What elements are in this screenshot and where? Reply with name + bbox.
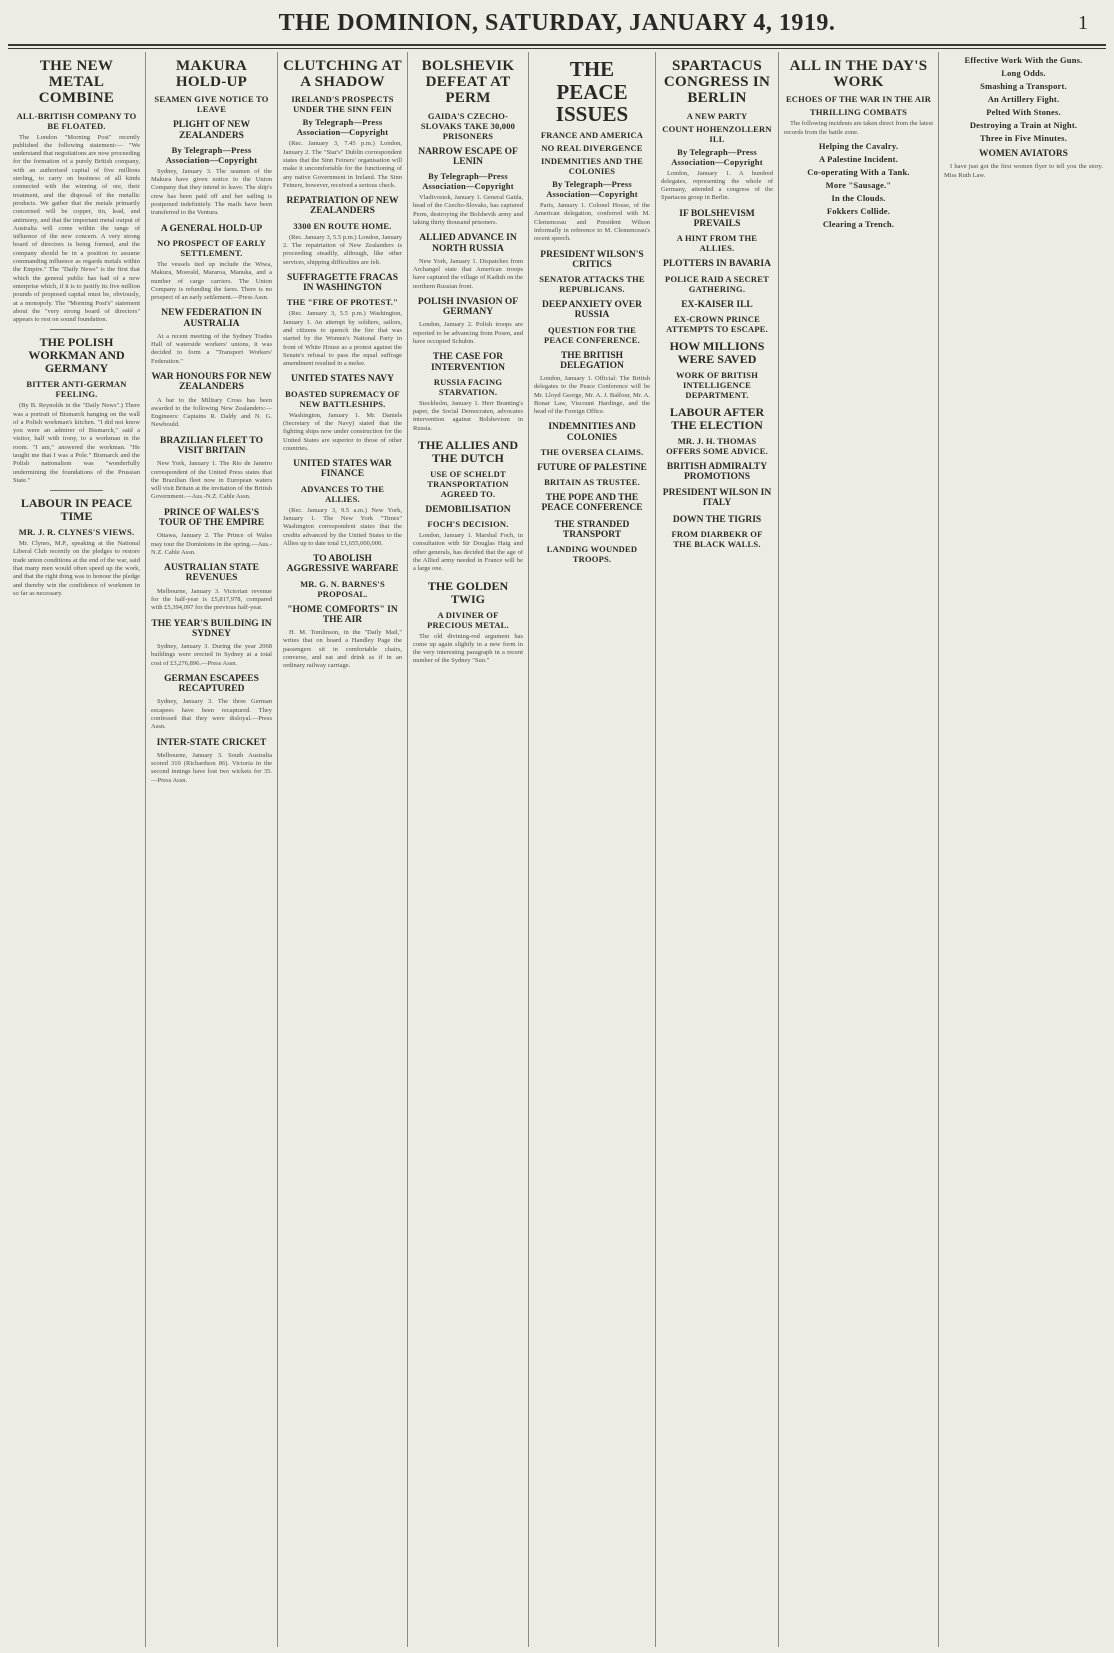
article-headline: UNITED STATES WAR FINANCE	[293, 459, 392, 480]
article-body-text: Sydney, January 3. The three German escapees have been recaptured. They confessed that they were disloyal.—Press Assn.	[151, 698, 272, 731]
article-subheading: More "Sausage."	[825, 179, 892, 190]
article-subheading: By Telegraph—Press Association—Copyright	[546, 179, 638, 200]
article-headline: BOLSHEVIK DEFEAT AT PERM	[421, 58, 515, 107]
masthead-rule-thin	[8, 48, 1106, 49]
article-body-text: New York, January 1. Dispatches from Archangel state that American troops have captured the village of Kadish on the northern Russian front.	[413, 257, 523, 290]
masthead-title: THE DOMINION, SATURDAY, JANUARY 4, 1919.	[278, 10, 836, 36]
article-subheading: ALL-BRITISH COMPANY TO BE FLOATED.	[16, 110, 137, 131]
article-subheading: Helping the Cavalry.	[818, 140, 899, 151]
article-headline: POLISH INVASION OF GERMANY	[417, 296, 519, 318]
article-headline: AUSTRALIAN STATE REVENUES	[164, 563, 259, 584]
article-body-text: Sydney, January 3. The seamen of the Makura have given notice to the Union Company that they intend to leave. The ship's crew has been paid off and her sailing is postponed indefinitely. The mails have been transferred to the Ventura.	[151, 167, 272, 217]
column-rule	[277, 52, 278, 1647]
article-headline: THE YEAR'S BUILDING IN SYDNEY	[151, 618, 272, 639]
article-subheading: THE OVERSEA CLAIMS.	[540, 446, 644, 457]
article-body-text: The old divining-rod argument has come up again slightly in a new form in the very interesting paragraph in a recent number of the Sydney "Sun."	[413, 632, 523, 665]
article-body-text: Vladivostok, January 1. General Gaida, head of the Czecho-Slovaks, has captured Perm, destroying the Bolshevik army and taking thirty thousand prisoners.	[413, 194, 523, 226]
article-headline: PRESIDENT WILSON IN ITALY	[662, 488, 772, 509]
article-subheading: MR. G. N. BARNES'S PROPOSAL.	[300, 578, 385, 599]
article-headline: HOW MILLIONS WERE SAVED	[669, 338, 765, 366]
article-subheading: A HINT FROM THE ALLIES.	[676, 233, 758, 254]
article-body-text: London, January 1. Marshal Foch, in consultation with Sir Douglas Haig and other generals, has decided that the age of the Allied army needed in France will be a large one.	[413, 532, 523, 573]
article-subheading: By Telegraph—Press Association—Copyright	[671, 146, 763, 167]
article-headline: NEW FEDERATION IN AUSTRALIA	[161, 308, 262, 329]
article-separator	[50, 490, 103, 491]
column-rule	[938, 52, 939, 1647]
article-headline: INDEMNITIES AND COLONIES	[548, 422, 636, 443]
article-body-text: The London "Morning Post" recently published the following statement:— "We understand that negotiations are now proceeding for the formation of a purely British company, with an authorised capital of five millions sterling, to carry on business of all kinds connected with the winning of ore, their treatment, and the disposal of the metallic products. We gather that the metals primarily concerned will be copper, tin, lead, and antimony, and that the important metal output of Australia will come within the range of influence of the new concern. A very strong board of directors is being formed, and the company should be in a position to assume commanding influence as regards metals within the Empire." The "Daily News" is the first that which the general public has had of a new enterprise which, if it is to justify its five million pounds of proposed capital must be, obviously, at a monopoly. The "Morning Post's" statement about the "very strong board of directors" appears to rest on sound foundation.	[13, 133, 140, 324]
article-headline: THE STRANDED TRANSPORT	[554, 519, 630, 540]
article-body-text: Stockholm, January 1. Herr Branting's paper, the Social Democraten, advocates intervention against Bolshevism in Russia.	[413, 399, 523, 432]
article-subheading: An Artillery Fight.	[987, 94, 1060, 104]
article-body-text: London, January 1. Official: The British delegates to the Peace Conference will be Mr. Lloyd George, Mr. A. J. Balfour, Mr. A. Bonar Law, Viscount Hardinge, and the head of the Foreign Office.	[534, 375, 650, 416]
page-number: 1	[1078, 12, 1088, 34]
article-subheading: A NEW PARTY	[686, 110, 748, 121]
article-subheading: A DIVINER OF PRECIOUS METAL.	[427, 609, 509, 630]
column	[531, 52, 653, 1647]
article-headline: THE ALLIES AND THE DUTCH	[417, 438, 519, 465]
article-subheading: Three in Five Minutes.	[980, 133, 1067, 143]
article-subheading: By Telegraph—Press Association—Copyright	[296, 117, 389, 138]
article-subheading: POLICE RAID A SECRET GATHERING.	[665, 273, 769, 294]
article-headline: SUFFRAGETTE FRACAS IN WASHINGTON	[286, 272, 399, 294]
article-subheading: FRANCE AND AMERICA	[540, 130, 644, 141]
article-headline: BRAZILIAN FLEET TO VISIT BRITAIN	[160, 435, 263, 457]
article-headline: "HOME COMFORTS" IN THE AIR	[287, 604, 398, 625]
article-subheading: THE "FIRE OF PROTEST."	[286, 297, 399, 308]
article-body-text: I have just got the first women flyer to tell you the story. Miss Ruth Law.	[944, 163, 1103, 179]
column	[941, 52, 1106, 1647]
article-subheading: By Telegraph—Press Association—Copyright	[422, 171, 514, 192]
article-subheading: Fokkers Collide.	[826, 205, 891, 216]
article-headline: MAKURA HOLD-UP	[175, 58, 248, 91]
article-body-text: Mr. Clynes, M.P., speaking at the National Liberal Club recently on the pledges to restore trade union conditions at the end of the war, said that many men would often speed up the work, and that the right thing was to honour the pledge and thereby win the confidence of workmen in so far as necessary.	[13, 540, 140, 597]
article-subheading: THRILLING COMBATS	[810, 107, 907, 118]
article-subheading: SENATOR ATTACKS THE REPUBLICANS.	[539, 274, 645, 294]
article-subheading: In the Clouds.	[831, 192, 886, 203]
article-headline: A GENERAL HOLD-UP	[160, 223, 263, 234]
article-headline: EX-KAISER ILL	[681, 299, 753, 310]
article-headline: PLIGHT OF NEW ZEALANDERS	[172, 120, 251, 141]
article-headline: THE CASE FOR INTERVENTION	[430, 352, 506, 373]
article-subheading: LANDING WOUNDED TROOPS.	[546, 544, 638, 565]
column-rule	[778, 52, 779, 1647]
column-rule	[528, 52, 529, 1647]
article-headline: GERMAN ESCAPEES RECAPTURED	[164, 673, 259, 695]
article-body-text: At a recent meeting of the Sydney Trades Hall of waterside workers' unions, it was decided to form a "Transport Workers' Federation."	[151, 332, 272, 365]
article-headline: DEMOBILISATION	[425, 504, 511, 515]
column	[781, 52, 936, 1647]
article-subheading: RUSSIA FACING STARVATION.	[433, 376, 503, 397]
article-subheading: USE OF SCHELDT TRANSPORTATION AGREED TO.	[427, 468, 509, 499]
article-headline: BRITISH ADMIRALTY PROMOTIONS	[666, 461, 768, 482]
article-subheading: WORK OF BRITISH INTELLIGENCE DEPARTMENT.	[675, 369, 759, 400]
article-subheading: FROM DIARBEKR OF THE BLACK WALLS.	[671, 528, 763, 549]
masthead	[0, 8, 1114, 42]
masthead-rule	[8, 44, 1106, 46]
article-body-text: Melbourne, January 3. Victorian revenue for the half-year is £5,817,978, compared with £5,394,097 for the previous half-year.	[151, 587, 272, 612]
article-headline: THE POPE AND THE PEACE CONFERENCE	[541, 493, 643, 514]
article-body-text: Washington, January 1. Mr. Daniels (Secretary of the Navy) stated that the fighting ships now under construction for the United States are superior to those of other countries.	[283, 411, 402, 452]
article-subheading: COUNT HOHENZOLLERN ILL	[662, 123, 772, 144]
article-subheading: SEAMEN GIVE NOTICE TO LEAVE	[154, 94, 269, 115]
article-headline: PRESIDENT WILSON'S CRITICS	[540, 249, 644, 270]
article-headline: NARROW ESCAPE OF LENIN	[418, 146, 518, 167]
article-body-text: (Rec. January 3, 5.5 p.m.) Washington, January 1. An attempt by soldiers, sailors, and citizens to quench the fire that was started by the Women's National Party in front of White House as a protest against the Senate's refusal to pass the equal suffrage amendment resulted in a melee.	[283, 310, 402, 368]
column-rule	[407, 52, 408, 1647]
article-body-text: London, January 2. Polish troops are reported to be advancing from Posen, and have occupied Schubin.	[413, 321, 523, 346]
article-subheading: ECHOES OF THE WAR IN THE AIR	[785, 94, 932, 105]
article-body-text: Paris, January 1. Colonel House, of the American delegation, conferred with M. Clemenceau and President Wilson informally in reference to M. Clemenceau's recent speech.	[534, 202, 650, 243]
article-body-text: London, January 1. A hundred delegates, representing the whole of Germany, attended a congress of the Spartacus group in Berlin.	[661, 169, 773, 202]
article-headline: ALL IN THE DAY'S WORK	[789, 58, 928, 91]
article-headline: PLOTTERS IN BAVARIA	[663, 259, 771, 270]
article-headline: ALLIED ADVANCE IN NORTH RUSSIA	[419, 233, 517, 254]
article-subheading: ADVANCES TO THE ALLIES.	[300, 483, 385, 504]
column	[280, 52, 405, 1647]
article-body-text: A bar to the Military Cross has been awarded to the following New Zealanders:— Engineers: Captains R. Daldy and N. G. Newbould.	[151, 396, 272, 429]
article-subheading: BRITAIN AS TRUSTEE.	[544, 477, 640, 488]
article-headline: THE BRITISH DELEGATION	[560, 350, 624, 371]
article-subheading: Co-operating With a Tank.	[807, 166, 910, 177]
article-body-text: (Rec. January 3, 5.5 p.m.) London, January 2. The repatriation of New Zealanders is proceeding steadily, although, like other services, shipping difficulties are felt.	[283, 233, 402, 266]
article-subheading: Long Odds.	[1001, 68, 1046, 78]
article-body-text: (By B. Reynolds in the "Daily News".) There was a portrait of Bismarck hanging on the wall of a Polish workman's kitchen. "I did not know you were an admirer of Bismarck," said a visitor, half with irony, to a workman in the room. "I am," answered the workman. "He taught me that I was a Pole." Bismarck and the Polish nationalism was "wonderfully undermining the foundations of the Prussian State."	[13, 402, 140, 484]
article-subheading: Clearing a Trench.	[822, 218, 895, 229]
article-body-text: The following incidents are taken direct from the latest records from the battle zone.	[784, 120, 933, 136]
column	[148, 52, 275, 1647]
article-headline: PRINCE OF WALES'S TOUR OF THE EMPIRE	[158, 507, 265, 528]
article-headline: CLUTCHING AT A SHADOW	[283, 58, 402, 91]
article-headline: THE PEACE ISSUES	[555, 57, 629, 127]
article-headline: INTER-STATE CRICKET	[156, 737, 267, 748]
article-body-text: New York, January 1. The Rio de Janeiro correspondent of the United Press states that the Brazilian fleet now in European waters will visit Britain at the invitation of the British Government.—Aus.-N.Z. Cable Assn.	[151, 460, 272, 501]
article-subheading: BOASTED SUPREMACY OF NEW BATTLESHIPS.	[285, 388, 400, 409]
article-headline: THE NEW METAL COMBINE	[38, 58, 115, 107]
article-body-text: (Rec. January 3, 9.5 a.m.) New York, January 1. The New York "Times" Washington correspondent states that the credits advanced by the United States to the Allies up to date total £1,655,000,000.	[283, 506, 402, 547]
article-headline: LABOUR AFTER THE ELECTION	[669, 404, 765, 432]
column-rule	[145, 52, 146, 1647]
article-headline: THE GOLDEN TWIG	[427, 578, 509, 606]
article-subheading: By Telegraph—Press Association—Copyright	[165, 144, 258, 165]
article-headline: UNITED STATES NAVY	[291, 374, 394, 385]
article-subheading: MR. J. R. CLYNES'S VIEWS.	[18, 527, 135, 538]
column	[410, 52, 526, 1647]
article-subheading: BITTER ANTI-GERMAN FEELING.	[26, 379, 127, 400]
column-rule	[655, 52, 656, 1647]
article-body-text: (Rec. January 3, 7.45 p.m.) London, January 2. The "Star's" Dublin correspondent states that the Sinn Feiners' organisation will make it uncomfortable for the functioning of any native Government in Ireland. The Sinn Feiners, however, received a serious check.	[283, 140, 402, 189]
column	[10, 52, 143, 1647]
article-headline: REPATRIATION OF NEW ZEALANDERS	[286, 196, 399, 217]
article-body-text: The vessels tied up include the Wiwa, Makura, Moerald, Mararoa, Manuka, and a number of cargo carriers. The Union Company is refunding the fares. There is no prospect of an early settlement.—Press Assn.	[151, 260, 272, 302]
article-subheading: Smashing a Transport.	[980, 81, 1067, 91]
article-subheading: A Palestine Incident.	[818, 153, 899, 164]
article-subheading: Effective Work With the Guns.	[964, 55, 1083, 65]
article-headline: FUTURE OF PALESTINE	[537, 462, 647, 473]
article-subheading: 3300 EN ROUTE HOME.	[293, 220, 392, 231]
column	[658, 52, 776, 1647]
article-body-text: H. M. Tomlinson, in the "Daily Mail," writes that on board a Handley Page the passengers sit in comfortable chairs, converse, and eat and drink as if in an ordinary railway carriage.	[283, 629, 402, 670]
article-headline: DOWN THE TIGRIS	[672, 514, 762, 525]
article-subheading: Destroying a Train at Night.	[969, 120, 1078, 130]
article-body-text: Sydney, January 3. During the year 2068 buildings were erected in Sydney at a total cost of £3,276,896.—Press Assn.	[151, 643, 272, 667]
article-subheading: IRELAND'S PROSPECTS UNDER THE SINN FEIN	[291, 94, 394, 115]
article-subheading: EX-CROWN PRINCE ATTEMPTS TO ESCAPE.	[666, 313, 768, 334]
article-subheading: INDEMNITIES AND THE COLONIES	[541, 156, 643, 177]
article-headline: SPARTACUS CONGRESS IN BERLIN	[663, 58, 771, 107]
article-subheading: Pelted With Stones.	[986, 107, 1061, 117]
article-headline: WAR HONOURS FOR NEW ZEALANDERS	[151, 372, 272, 393]
article-headline: THE POLISH WORKMAN AND GERMANY	[28, 335, 125, 376]
article-body-text: Ottawa, January 2. The Prince of Wales may tour the Dominions in the spring.—Aus.-N.Z. Cable Assn.	[151, 532, 272, 556]
article-subheading: GAIDA'S CZECHO-SLOVAKS TAKE 30,000 PRISONERS	[420, 110, 516, 141]
article-subheading: MR. J. H. THOMAS OFFERS SOME ADVICE.	[666, 435, 768, 456]
article-headline: LABOUR IN PEACE TIME	[20, 496, 133, 524]
article-headline: WOMEN AVIATORS	[979, 149, 1068, 159]
article-subheading: NO PROSPECT OF EARLY SETTLEMENT.	[157, 237, 266, 258]
article-subheading: FOCH'S DECISION.	[427, 519, 509, 530]
article-headline: TO ABOLISH AGGRESSIVE WARFARE	[286, 554, 399, 575]
article-headline: IF BOLSHEVISM PREVAILS	[679, 208, 755, 229]
article-separator	[50, 329, 103, 330]
article-body-text: Melbourne, January 3. South Australia scored 310 (Richardson 86). Victoria in the second innings have lost two wickets for 35.—Press Assn.	[151, 751, 272, 784]
article-headline: DEEP ANXIETY OVER RUSSIA	[542, 300, 642, 321]
article-subheading: NO REAL DIVERGENCE	[541, 143, 643, 154]
article-subheading: QUESTION FOR THE PEACE CONFERENCE.	[544, 324, 640, 345]
